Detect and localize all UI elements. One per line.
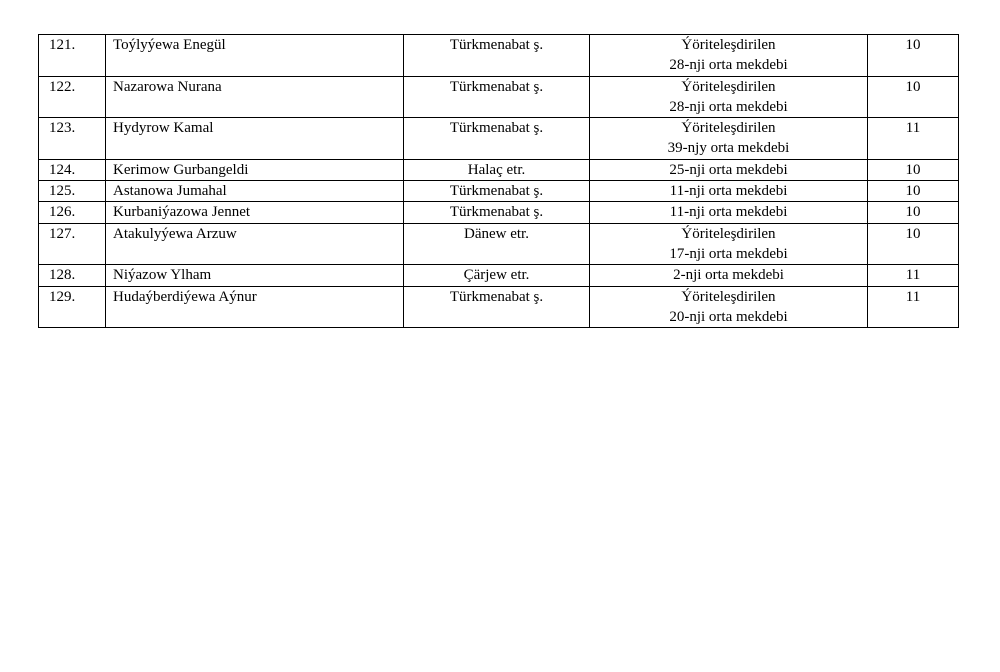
table-row bbox=[39, 265, 959, 286]
school-cell bbox=[590, 76, 868, 118]
school-line: 2-nji orta mekdebi bbox=[673, 267, 784, 284]
school-cell bbox=[590, 159, 868, 180]
table-row bbox=[39, 35, 959, 77]
school-cell bbox=[590, 202, 868, 223]
school-line: Ýöriteleşdirilen bbox=[681, 78, 776, 95]
grade-cell: 10 bbox=[868, 181, 959, 202]
student-name-cell: Toýlyýewa Enegül bbox=[106, 35, 404, 77]
student-name-cell: Niýazow Ylham bbox=[106, 265, 404, 286]
school-cell bbox=[590, 265, 868, 286]
grade-cell: 10 bbox=[868, 159, 959, 180]
grade-cell: 10 bbox=[868, 35, 959, 77]
student-name-cell: Hudaýberdiýewa Aýnur bbox=[106, 286, 404, 328]
student-name-cell: Hydyrow Kamal bbox=[106, 118, 404, 160]
school-cell bbox=[590, 181, 868, 202]
school-line: 20-nji orta mekdebi bbox=[669, 308, 788, 325]
grade-cell: 10 bbox=[868, 223, 959, 265]
table-row bbox=[39, 181, 959, 202]
school-line: 11-nji orta mekdebi bbox=[669, 183, 788, 200]
participants-table bbox=[38, 34, 959, 328]
row-number-cell: 127. bbox=[39, 223, 106, 265]
location-cell: Halaç etr. bbox=[404, 159, 590, 180]
school-line: 25-nji orta mekdebi bbox=[669, 161, 788, 178]
row-number-cell: 124. bbox=[39, 159, 106, 180]
school-cell bbox=[590, 118, 868, 160]
grade-cell: 11 bbox=[868, 286, 959, 328]
table-row bbox=[39, 159, 959, 180]
row-number-cell: 123. bbox=[39, 118, 106, 160]
student-name-cell: Astanowa Jumahal bbox=[106, 181, 404, 202]
row-number-cell: 126. bbox=[39, 202, 106, 223]
student-name-cell: Kerimow Gurbangeldi bbox=[106, 159, 404, 180]
location-cell: Türkmenabat ş. bbox=[404, 181, 590, 202]
school-cell bbox=[590, 286, 868, 328]
row-number-cell: 125. bbox=[39, 181, 106, 202]
grade-cell: 10 bbox=[868, 202, 959, 223]
grade-cell: 11 bbox=[868, 118, 959, 160]
school-cell bbox=[590, 35, 868, 77]
grade-cell: 11 bbox=[868, 265, 959, 286]
location-cell: Türkmenabat ş. bbox=[404, 286, 590, 328]
table-row bbox=[39, 76, 959, 118]
school-cell bbox=[590, 223, 868, 265]
table-row bbox=[39, 223, 959, 265]
row-number-cell: 128. bbox=[39, 265, 106, 286]
school-line: 11-nji orta mekdebi bbox=[669, 204, 788, 221]
school-line: 39-njy orta mekdebi bbox=[667, 140, 790, 157]
location-cell: Türkmenabat ş. bbox=[404, 76, 590, 118]
location-cell: Türkmenabat ş. bbox=[404, 35, 590, 77]
participants-table-body bbox=[39, 35, 959, 328]
school-line: 28-nji orta mekdebi bbox=[669, 57, 788, 74]
location-cell: Türkmenabat ş. bbox=[404, 202, 590, 223]
table-row bbox=[39, 202, 959, 223]
location-cell: Dänew etr. bbox=[404, 223, 590, 265]
row-number-cell: 121. bbox=[39, 35, 106, 77]
table-row bbox=[39, 286, 959, 328]
school-line: Ýöriteleşdirilen bbox=[681, 288, 776, 305]
school-line: 28-nji orta mekdebi bbox=[669, 98, 788, 115]
row-number-cell: 129. bbox=[39, 286, 106, 328]
school-line: Ýöriteleşdirilen bbox=[681, 37, 776, 53]
location-cell: Türkmenabat ş. bbox=[404, 118, 590, 160]
school-line: Ýöriteleşdirilen bbox=[681, 120, 776, 137]
school-line: 17-nji orta mekdebi bbox=[669, 245, 788, 262]
grade-cell: 10 bbox=[868, 76, 959, 118]
school-line: Ýöriteleşdirilen bbox=[681, 225, 776, 242]
student-name-cell: Nazarowa Nurana bbox=[106, 76, 404, 118]
table-row bbox=[39, 118, 959, 160]
student-name-cell: Atakulyýewa Arzuw bbox=[106, 223, 404, 265]
student-name-cell: Kurbaniýazowa Jennet bbox=[106, 202, 404, 223]
location-cell: Çärjew etr. bbox=[404, 265, 590, 286]
row-number-cell: 122. bbox=[39, 76, 106, 118]
